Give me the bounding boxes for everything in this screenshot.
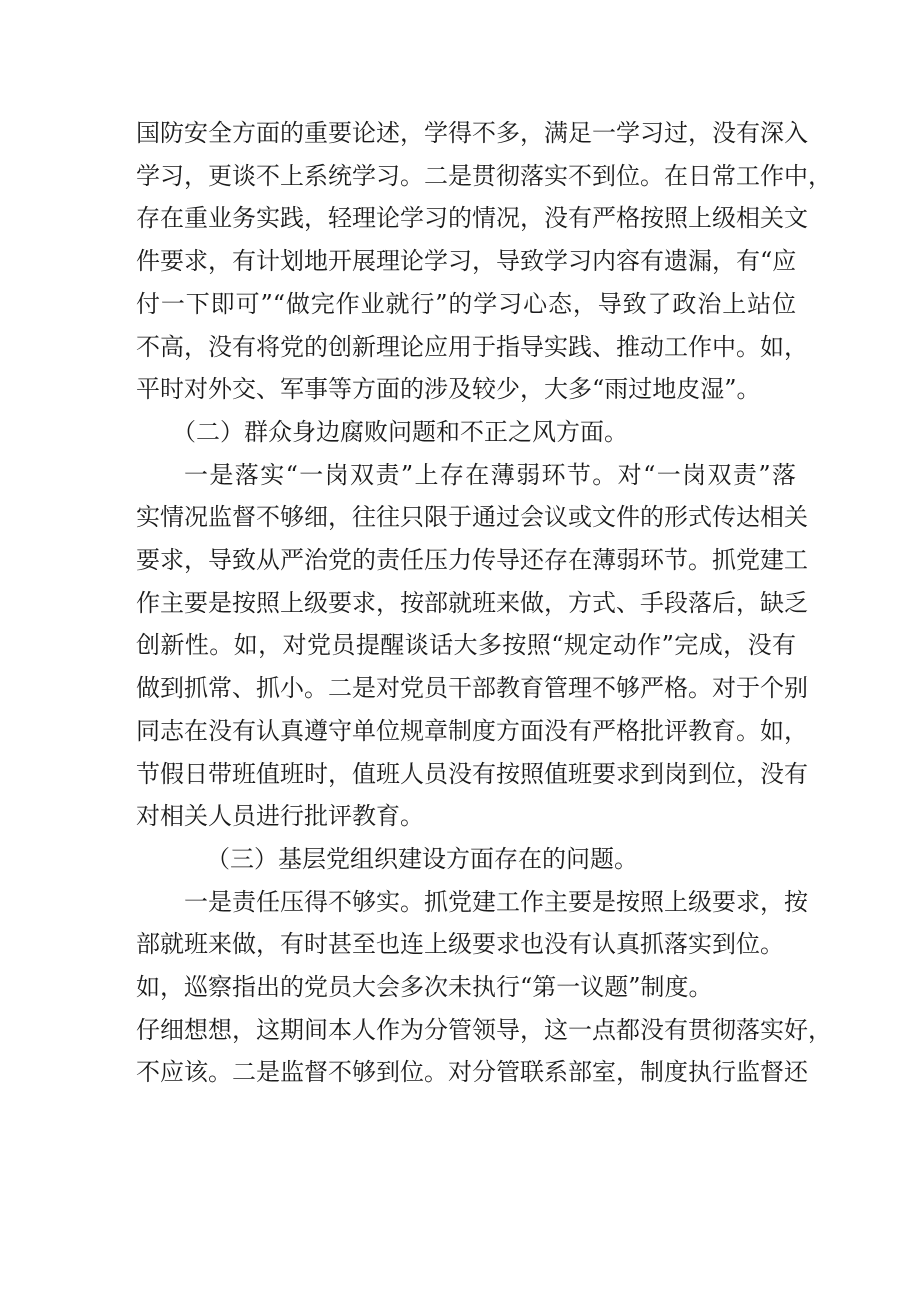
- text-line: 做到抓常、抓小。二是对党员干部教育管理不够严格。对于个别: [136, 674, 808, 703]
- text-line: 要求，导致从严治党的责任压力传导还存在薄弱环节。抓党建工: [136, 546, 808, 574]
- text-line: 平时对外交、军事等方面的涉及较少，大多“雨过地皮湿”。: [136, 375, 761, 404]
- text-line: （三）基层党组织建设方面存在的问题。: [206, 844, 638, 873]
- text-line: 部就班来做，有时甚至也连上级要求也没有认真抓落实到位。: [136, 930, 784, 959]
- text-line: 一是责任压得不够实。抓党建工作主要是按照上级要求，按: [184, 887, 808, 916]
- text-line: 实情况监督不够细，往往只限于通过会议或文件的形式传达相关: [136, 503, 808, 532]
- text-line: 仔细想想，这期间本人作为分管领导，这一点都没有贯彻落实好，: [136, 1015, 832, 1044]
- text-line: 存在重业务实践，轻理论学习的情况，没有严格按照上级相关文: [136, 204, 808, 233]
- text-line: 节假日带班值班时，值班人员没有按照值班要求到岗到位，没有: [136, 759, 808, 788]
- text-line: 对相关人员进行批评教育。: [136, 802, 424, 831]
- text-line: 学习，更谈不上系统学习。二是贯彻落实不到位。在日常工作中，: [136, 161, 832, 190]
- text-line: 件要求，有计划地开展理论学习，导致学习内容有遗漏，有“应: [136, 247, 797, 276]
- text-line: 如，巡察指出的党员大会多次未执行“第一议题”制度。: [136, 973, 713, 1001]
- text-line: 同志在没有认真遵守单位规章制度方面没有严格批评教育。如，: [136, 716, 808, 745]
- text-line: 一是落实“一岗双责”上存在薄弱环节。对“一岗双责”落: [184, 460, 796, 489]
- text-line: 不应该。二是监督不够到位。对分管联系部室，制度执行监督还: [136, 1058, 808, 1087]
- text-line: （二）群众身边腐败问题和不正之风方面。: [172, 417, 628, 446]
- text-line: 付一下即可”“做完作业就行”的学习心态，导致了政治上站位: [136, 289, 796, 318]
- text-line: 创新性。如，对党员提醒谈话大多按照“规定动作”完成，没有: [136, 631, 796, 660]
- text-line: 国防安全方面的重要论述，学得不多，满足一学习过，没有深入: [136, 119, 808, 147]
- text-line: 不高，没有将党的创新理论应用于指导实践、推动工作中。如，: [136, 332, 808, 361]
- text-line: 作主要是按照上级要求，按部就班来做，方式、手段落后，缺乏: [136, 588, 808, 617]
